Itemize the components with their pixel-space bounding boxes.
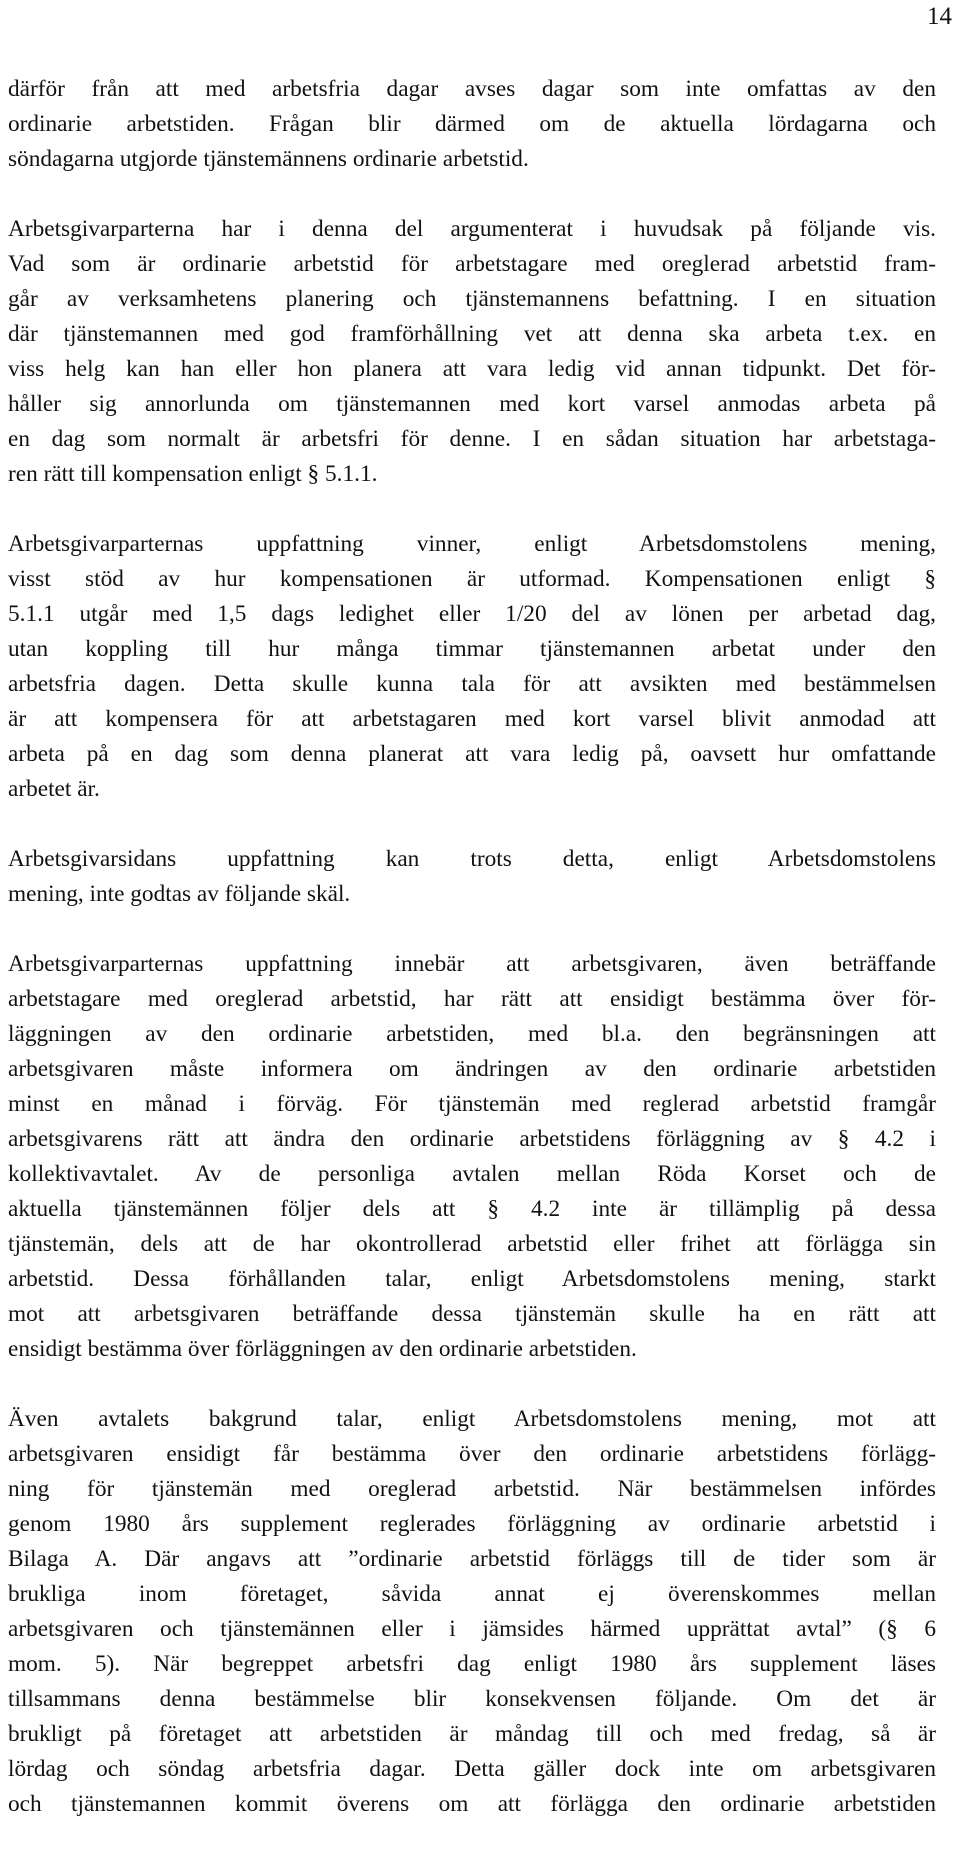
text-line: arbetsgivaren och tjänstemännen eller i jämsides härmed upprättat avtal” (§ 6 bbox=[8, 1616, 936, 1642]
text-line: arbetsfria dagen. Detta skulle kunna tala för att avsikten med bestämmelsen bbox=[8, 671, 936, 697]
text-line: arbetstid. Dessa förhållanden talar, enligt Arbetsdomstolens mening, starkt bbox=[8, 1266, 936, 1292]
text-line: Bilaga A. Där angavs att ”ordinarie arbetstid förläggs till de tider som är bbox=[8, 1546, 936, 1572]
paragraph bbox=[8, 947, 936, 1367]
text-line: visst stöd av hur kompensationen är utformad. Kompensationen enligt § bbox=[8, 566, 936, 592]
text-line: viss helg kan han eller hon planera att vara ledig vid annan tidpunkt. Det för- bbox=[8, 356, 936, 382]
text-line: läggningen av den ordinarie arbetstiden, med bl.a. den begränsningen att bbox=[8, 1021, 936, 1047]
text-line: därför från att med arbetsfria dagar avses dagar som inte omfattas av den bbox=[8, 76, 936, 102]
text-line: ordinarie arbetstiden. Frågan blir därmed om de aktuella lördagarna och bbox=[8, 111, 936, 137]
text-line: en dag som normalt är arbetsfri för denne. I en sådan situation har arbetstaga- bbox=[8, 426, 936, 452]
text-line: ren rätt till kompensation enligt § 5.1.1. bbox=[8, 461, 378, 487]
text-line: arbetsgivarens rätt att ändra den ordinarie arbetstidens förläggning av § 4.2 i bbox=[8, 1126, 936, 1152]
text-line: arbetstagare med oreglerad arbetstid, har rätt att ensidigt bestämma över för- bbox=[8, 986, 936, 1012]
text-line: mening, inte godtas av följande skäl. bbox=[8, 881, 351, 907]
page-number: 14 bbox=[927, 3, 952, 30]
text-line: arbetsgivaren ensidigt får bestämma över den ordinarie arbetstidens förlägg- bbox=[8, 1441, 936, 1467]
text-line: brukliga inom företaget, såvida annat ej överenskommes mellan bbox=[8, 1581, 936, 1607]
text-line: arbetet är. bbox=[8, 776, 100, 802]
text-line: söndagarna utgjorde tjänstemännens ordinarie arbetstid. bbox=[8, 146, 529, 172]
paragraph bbox=[8, 72, 936, 177]
text-line: lördag och söndag arbetsfria dagar. Detta gäller dock inte om arbetsgivaren bbox=[8, 1756, 936, 1782]
text-line: ensidigt bestämma över förläggningen av den ordinarie arbetstiden. bbox=[8, 1336, 637, 1362]
text-line: håller sig annorlunda om tjänstemannen med kort varsel anmodas arbeta på bbox=[8, 391, 936, 417]
text-line: arbetsgivaren måste informera om ändringen av den ordinarie arbetstiden bbox=[8, 1056, 936, 1082]
text-line: Arbetsgivarparterna har i denna del argumenterat i huvudsak på följande vis. bbox=[8, 216, 936, 242]
text-line: Vad som är ordinarie arbetstid för arbetstagare med oreglerad arbetstid fram- bbox=[8, 251, 936, 277]
text-line: där tjänstemannen med god framförhållning vet att denna ska arbeta t.ex. en bbox=[8, 321, 936, 347]
text-line: 5.1.1 utgår med 1,5 dags ledighet eller 1/20 del av lönen per arbetad dag, bbox=[8, 601, 936, 627]
text-line: minst en månad i förväg. För tjänstemän med reglerad arbetstid framgår bbox=[8, 1091, 936, 1117]
paragraph bbox=[8, 842, 936, 912]
text-line: aktuella tjänstemännen följer dels att § 4.2 inte är tillämplig på dessa bbox=[8, 1196, 936, 1222]
text-line: mom. 5). När begreppet arbetsfri dag enligt 1980 års supplement läses bbox=[8, 1651, 936, 1677]
text-line: mot att arbetsgivaren beträffande dessa tjänstemän skulle ha en rätt att bbox=[8, 1301, 936, 1327]
text-line: arbeta på en dag som denna planerat att vara ledig på, oavsett hur omfattande bbox=[8, 741, 936, 767]
text-line: kollektivavtalet. Av de personliga avtalen mellan Röda Korset och de bbox=[8, 1161, 936, 1187]
text-line: går av verksamhetens planering och tjänstemannens befattning. I en situation bbox=[8, 286, 936, 312]
text-line: och tjänstemannen kommit överens om att förlägga den ordinarie arbetstiden bbox=[8, 1791, 936, 1817]
text-line: utan koppling till hur många timmar tjänstemannen arbetat under den bbox=[8, 636, 936, 662]
text-line: Arbetsgivarparternas uppfattning innebär att arbetsgivaren, även beträffande bbox=[8, 951, 936, 977]
paragraph bbox=[8, 527, 936, 807]
paragraph bbox=[8, 1402, 936, 1822]
text-line: tillsammans denna bestämmelse blir konsekvensen följande. Om det är bbox=[8, 1686, 936, 1712]
text-line: Även avtalets bakgrund talar, enligt Arbetsdomstolens mening, mot att bbox=[8, 1406, 936, 1432]
text-line: Arbetsgivarparternas uppfattning vinner, enligt Arbetsdomstolens mening, bbox=[8, 531, 936, 557]
text-line: är att kompensera för att arbetstagaren med kort varsel blivit anmodad att bbox=[8, 706, 936, 732]
paragraph bbox=[8, 212, 936, 492]
document-body bbox=[8, 72, 936, 1857]
text-line: ning för tjänstemän med oreglerad arbetstid. När bestämmelsen infördes bbox=[8, 1476, 936, 1502]
text-line: genom 1980 års supplement reglerades förläggning av ordinarie arbetstid i bbox=[8, 1511, 936, 1537]
text-line: Arbetsgivarsidans uppfattning kan trots detta, enligt Arbetsdomstolens bbox=[8, 846, 936, 872]
text-line: brukligt på företaget att arbetstiden är måndag till och med fredag, så är bbox=[8, 1721, 936, 1747]
text-line: tjänstemän, dels att de har okontrollerad arbetstid eller frihet att förlägga sin bbox=[8, 1231, 936, 1257]
